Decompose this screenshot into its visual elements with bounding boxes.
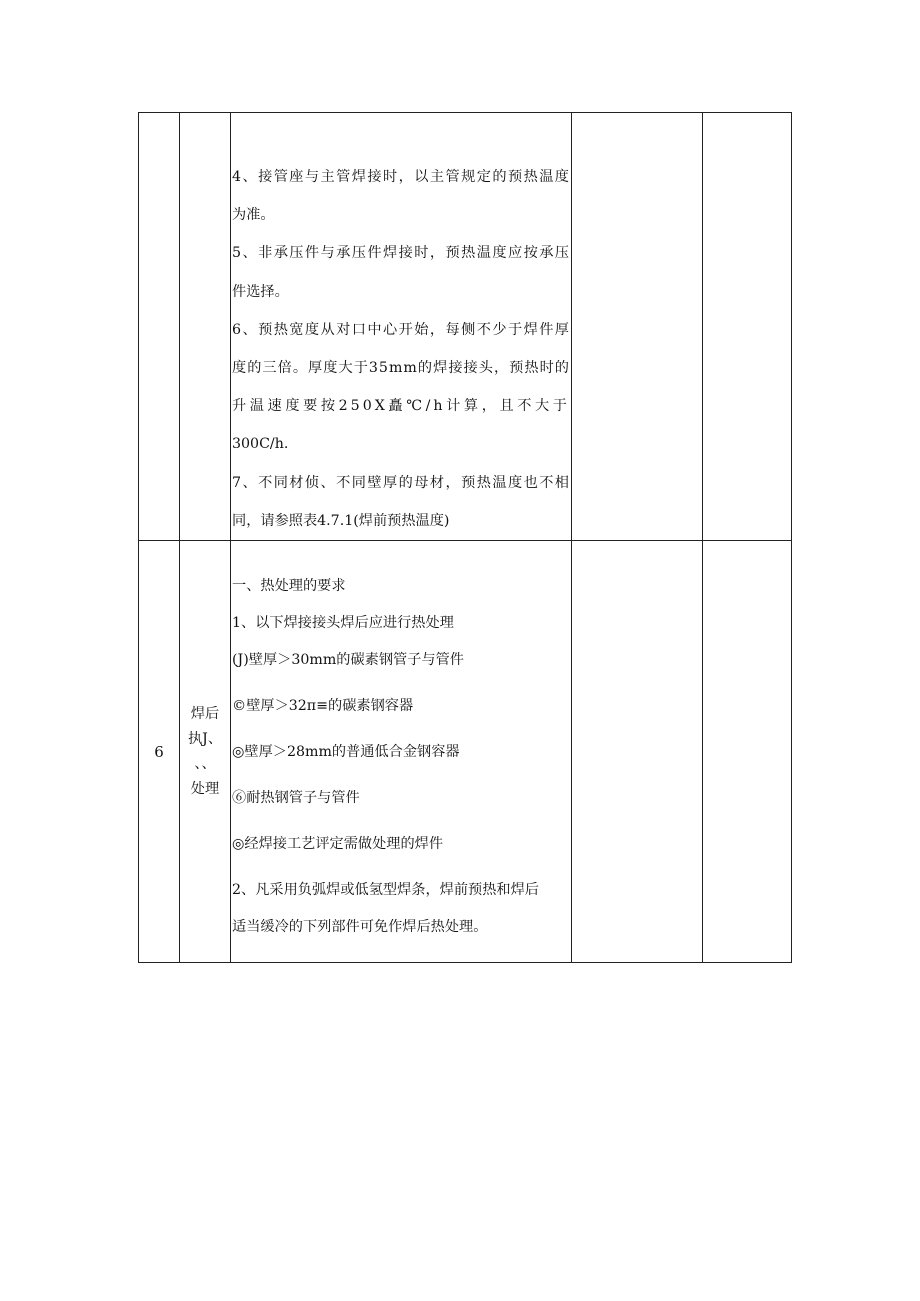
row1-title-cell <box>180 113 231 541</box>
content-line: 为准。 <box>232 207 275 224</box>
row1-content-cell <box>231 113 572 541</box>
content-line: 件选择。 <box>232 283 289 300</box>
title-line: 执J、 <box>187 730 223 747</box>
content-line: 7、不同材侦、不同壁厚的母材，预热温度也不相 <box>232 474 570 491</box>
title-line: 处理 <box>190 780 220 797</box>
content-line: 5、非承压件与承压件焊接时，预热温度应按承压 <box>232 245 570 262</box>
title-line: 焊后 <box>190 705 220 722</box>
row2-empty-cell <box>703 541 792 963</box>
content-line: 度的三倍。厚度大于35mm的焊接接头，预热时的 <box>232 360 570 377</box>
content-line: 1、以下焊接接头焊后应进行热处理 <box>232 615 454 632</box>
content-line: 升温速度要按250X矗℃/h计算，且不大于 <box>232 398 570 415</box>
row2-content <box>231 541 571 946</box>
content-line: 同，请参照表4.7.1(焊前预热温度) <box>232 512 450 529</box>
row1-empty-cell <box>703 113 792 541</box>
title-line: 、、 <box>194 755 216 772</box>
row1-content <box>231 113 571 540</box>
content-line: ⑥耐热钢管子与管件 <box>232 790 360 807</box>
content-line: 一、热处理的要求 <box>232 578 346 595</box>
content-line: 300C/h. <box>232 436 289 453</box>
content-line: 4、接管座与主管焊接时，以主管规定的预热温度 <box>232 169 570 185</box>
row1-number-cell <box>139 113 180 541</box>
document-table <box>138 112 792 963</box>
table-row <box>139 113 792 541</box>
row2-number-cell: 6 <box>139 541 180 963</box>
content-line: ©壁厚＞32π≡的碳素钢容器 <box>232 698 414 715</box>
content-line: 6、预热宽度从对口中心开始，每侧不少于焊件厚 <box>232 321 570 338</box>
table-row <box>139 541 792 963</box>
row2-title-cell <box>180 541 231 963</box>
row1-empty-cell <box>572 113 703 541</box>
row2-content-cell <box>231 541 572 963</box>
content-line: 适当缓冷的下列部件可免作焊后热处理。 <box>232 919 488 936</box>
content-line: ◎经焊接工艺评定需做处理的焊件 <box>232 836 444 853</box>
content-line: (J)壁厚＞30mm的碳素钢管子与管件 <box>232 652 464 669</box>
row2-empty-cell <box>572 541 703 963</box>
content-line: 2、凡采用负弧焊或低氢型焊条，焊前预热和焊后 <box>232 882 539 899</box>
content-line: ◎壁厚＞28mm的普通低合金钢容器 <box>232 744 460 761</box>
